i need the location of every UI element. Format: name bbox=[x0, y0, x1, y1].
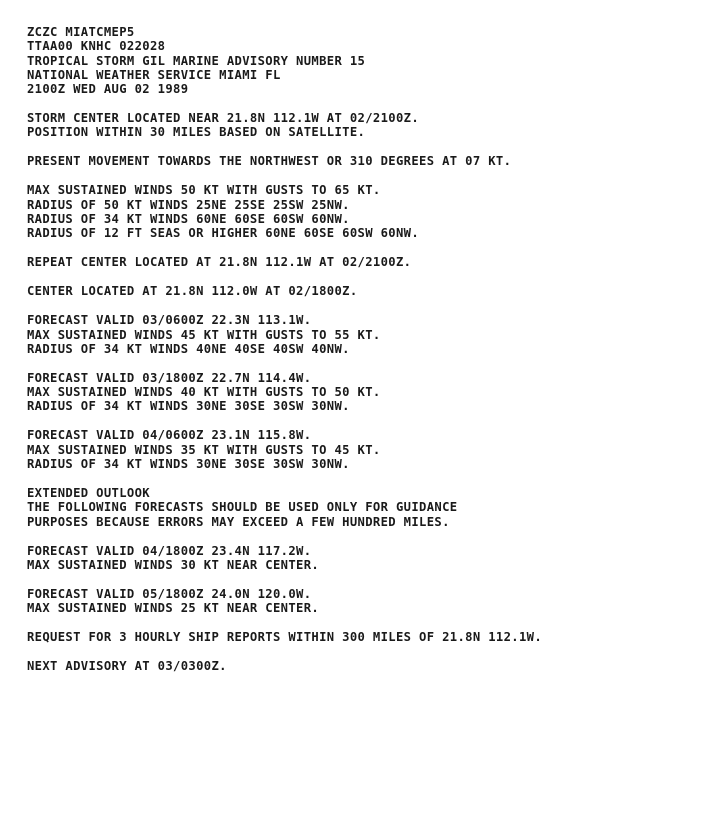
forecast-radius-line: RADIUS OF 34 KT WINDS 30NE 30SE 30SW 30NW. bbox=[27, 399, 350, 414]
movement-line: PRESENT MOVEMENT TOWARDS THE NORTHWEST OR 310 DEGREES AT 07 KT. bbox=[27, 154, 512, 169]
extended-outlook-section bbox=[27, 486, 717, 529]
position-accuracy-line: POSITION WITHIN 30 MILES BASED ON SATELLITE. bbox=[27, 125, 366, 140]
forecast-valid-line: FORECAST VALID 05/1800Z 24.0N 120.0W. bbox=[27, 586, 312, 601]
forecast-section-4 bbox=[27, 544, 717, 573]
next-advisory-line: NEXT ADVISORY AT 03/0300Z. bbox=[27, 659, 227, 674]
movement-section bbox=[27, 154, 717, 168]
extended-outlook-note-1: THE FOLLOWING FORECASTS SHOULD BE USED ONLY FOR GUIDANCE bbox=[27, 500, 458, 515]
wmo-header: TTAA00 KNHC 022028 bbox=[27, 39, 166, 54]
extended-outlook-heading: EXTENDED OUTLOOK bbox=[27, 486, 150, 501]
forecast-section-1 bbox=[27, 313, 717, 356]
forecast-valid-line: FORECAST VALID 04/0600Z 23.1N 115.8W. bbox=[27, 428, 312, 443]
forecast-valid-line: FORECAST VALID 04/1800Z 23.4N 117.2W. bbox=[27, 543, 312, 558]
storm-center-line: STORM CENTER LOCATED NEAR 21.8N 112.1W AT 02/2100Z. bbox=[27, 111, 420, 126]
prior-center-line: CENTER LOCATED AT 21.8N 112.0W AT 02/1800Z. bbox=[27, 284, 358, 299]
forecast-winds-line: MAX SUSTAINED WINDS 40 KT WITH GUSTS TO 50 KT. bbox=[27, 385, 381, 400]
next-advisory-section bbox=[27, 659, 717, 673]
forecast-radius-line: RADIUS OF 34 KT WINDS 40NE 40SE 40SW 40NW. bbox=[27, 341, 350, 356]
max-winds-line: MAX SUSTAINED WINDS 50 KT WITH GUSTS TO 65 KT. bbox=[27, 183, 381, 198]
forecast-winds-line: MAX SUSTAINED WINDS 45 KT WITH GUSTS TO 55 KT. bbox=[27, 327, 381, 342]
forecast-valid-line: FORECAST VALID 03/1800Z 22.7N 114.4W. bbox=[27, 370, 312, 385]
repeat-center-line: REPEAT CENTER LOCATED AT 21.8N 112.1W AT 02/2100Z. bbox=[27, 255, 412, 270]
repeat-center-section bbox=[27, 255, 717, 269]
forecast-section-5 bbox=[27, 587, 717, 616]
advisory-header bbox=[27, 25, 717, 96]
forecast-radius-line: RADIUS OF 34 KT WINDS 30NE 30SE 30SW 30NW. bbox=[27, 457, 350, 472]
message-id: ZCZC MIATCMEP5 bbox=[27, 25, 135, 39]
winds-section bbox=[27, 183, 717, 240]
prior-center-section bbox=[27, 284, 717, 298]
forecast-winds-line: MAX SUSTAINED WINDS 30 KT NEAR CENTER. bbox=[27, 557, 320, 572]
issuing-office: NATIONAL WEATHER SERVICE MIAMI FL bbox=[27, 67, 281, 82]
extended-outlook-note-2: PURPOSES BECAUSE ERRORS MAY EXCEED A FEW HUNDRED MILES. bbox=[27, 514, 450, 529]
ship-request-section bbox=[27, 630, 717, 644]
forecast-valid-line: FORECAST VALID 03/0600Z 22.3N 113.1W. bbox=[27, 313, 312, 328]
issue-time: 2100Z WED AUG 02 1989 bbox=[27, 82, 189, 97]
radius-seas-line: RADIUS OF 12 FT SEAS OR HIGHER 60NE 60SE 60SW 60NW. bbox=[27, 226, 420, 241]
forecast-section-2 bbox=[27, 371, 717, 414]
marine-advisory-document bbox=[27, 25, 717, 688]
radius-50kt-line: RADIUS OF 50 KT WINDS 25NE 25SE 25SW 25NW. bbox=[27, 197, 350, 212]
forecast-section-3 bbox=[27, 428, 717, 471]
advisory-title: TROPICAL STORM GIL MARINE ADVISORY NUMBER 15 bbox=[27, 53, 366, 68]
storm-center-section bbox=[27, 111, 717, 140]
ship-request-line: REQUEST FOR 3 HOURLY SHIP REPORTS WITHIN 300 MILES OF 21.8N 112.1W. bbox=[27, 630, 543, 645]
forecast-winds-line: MAX SUSTAINED WINDS 25 KT NEAR CENTER. bbox=[27, 601, 320, 616]
radius-34kt-line: RADIUS OF 34 KT WINDS 60NE 60SE 60SW 60NW. bbox=[27, 212, 350, 227]
forecast-winds-line: MAX SUSTAINED WINDS 35 KT WITH GUSTS TO 45 KT. bbox=[27, 442, 381, 457]
